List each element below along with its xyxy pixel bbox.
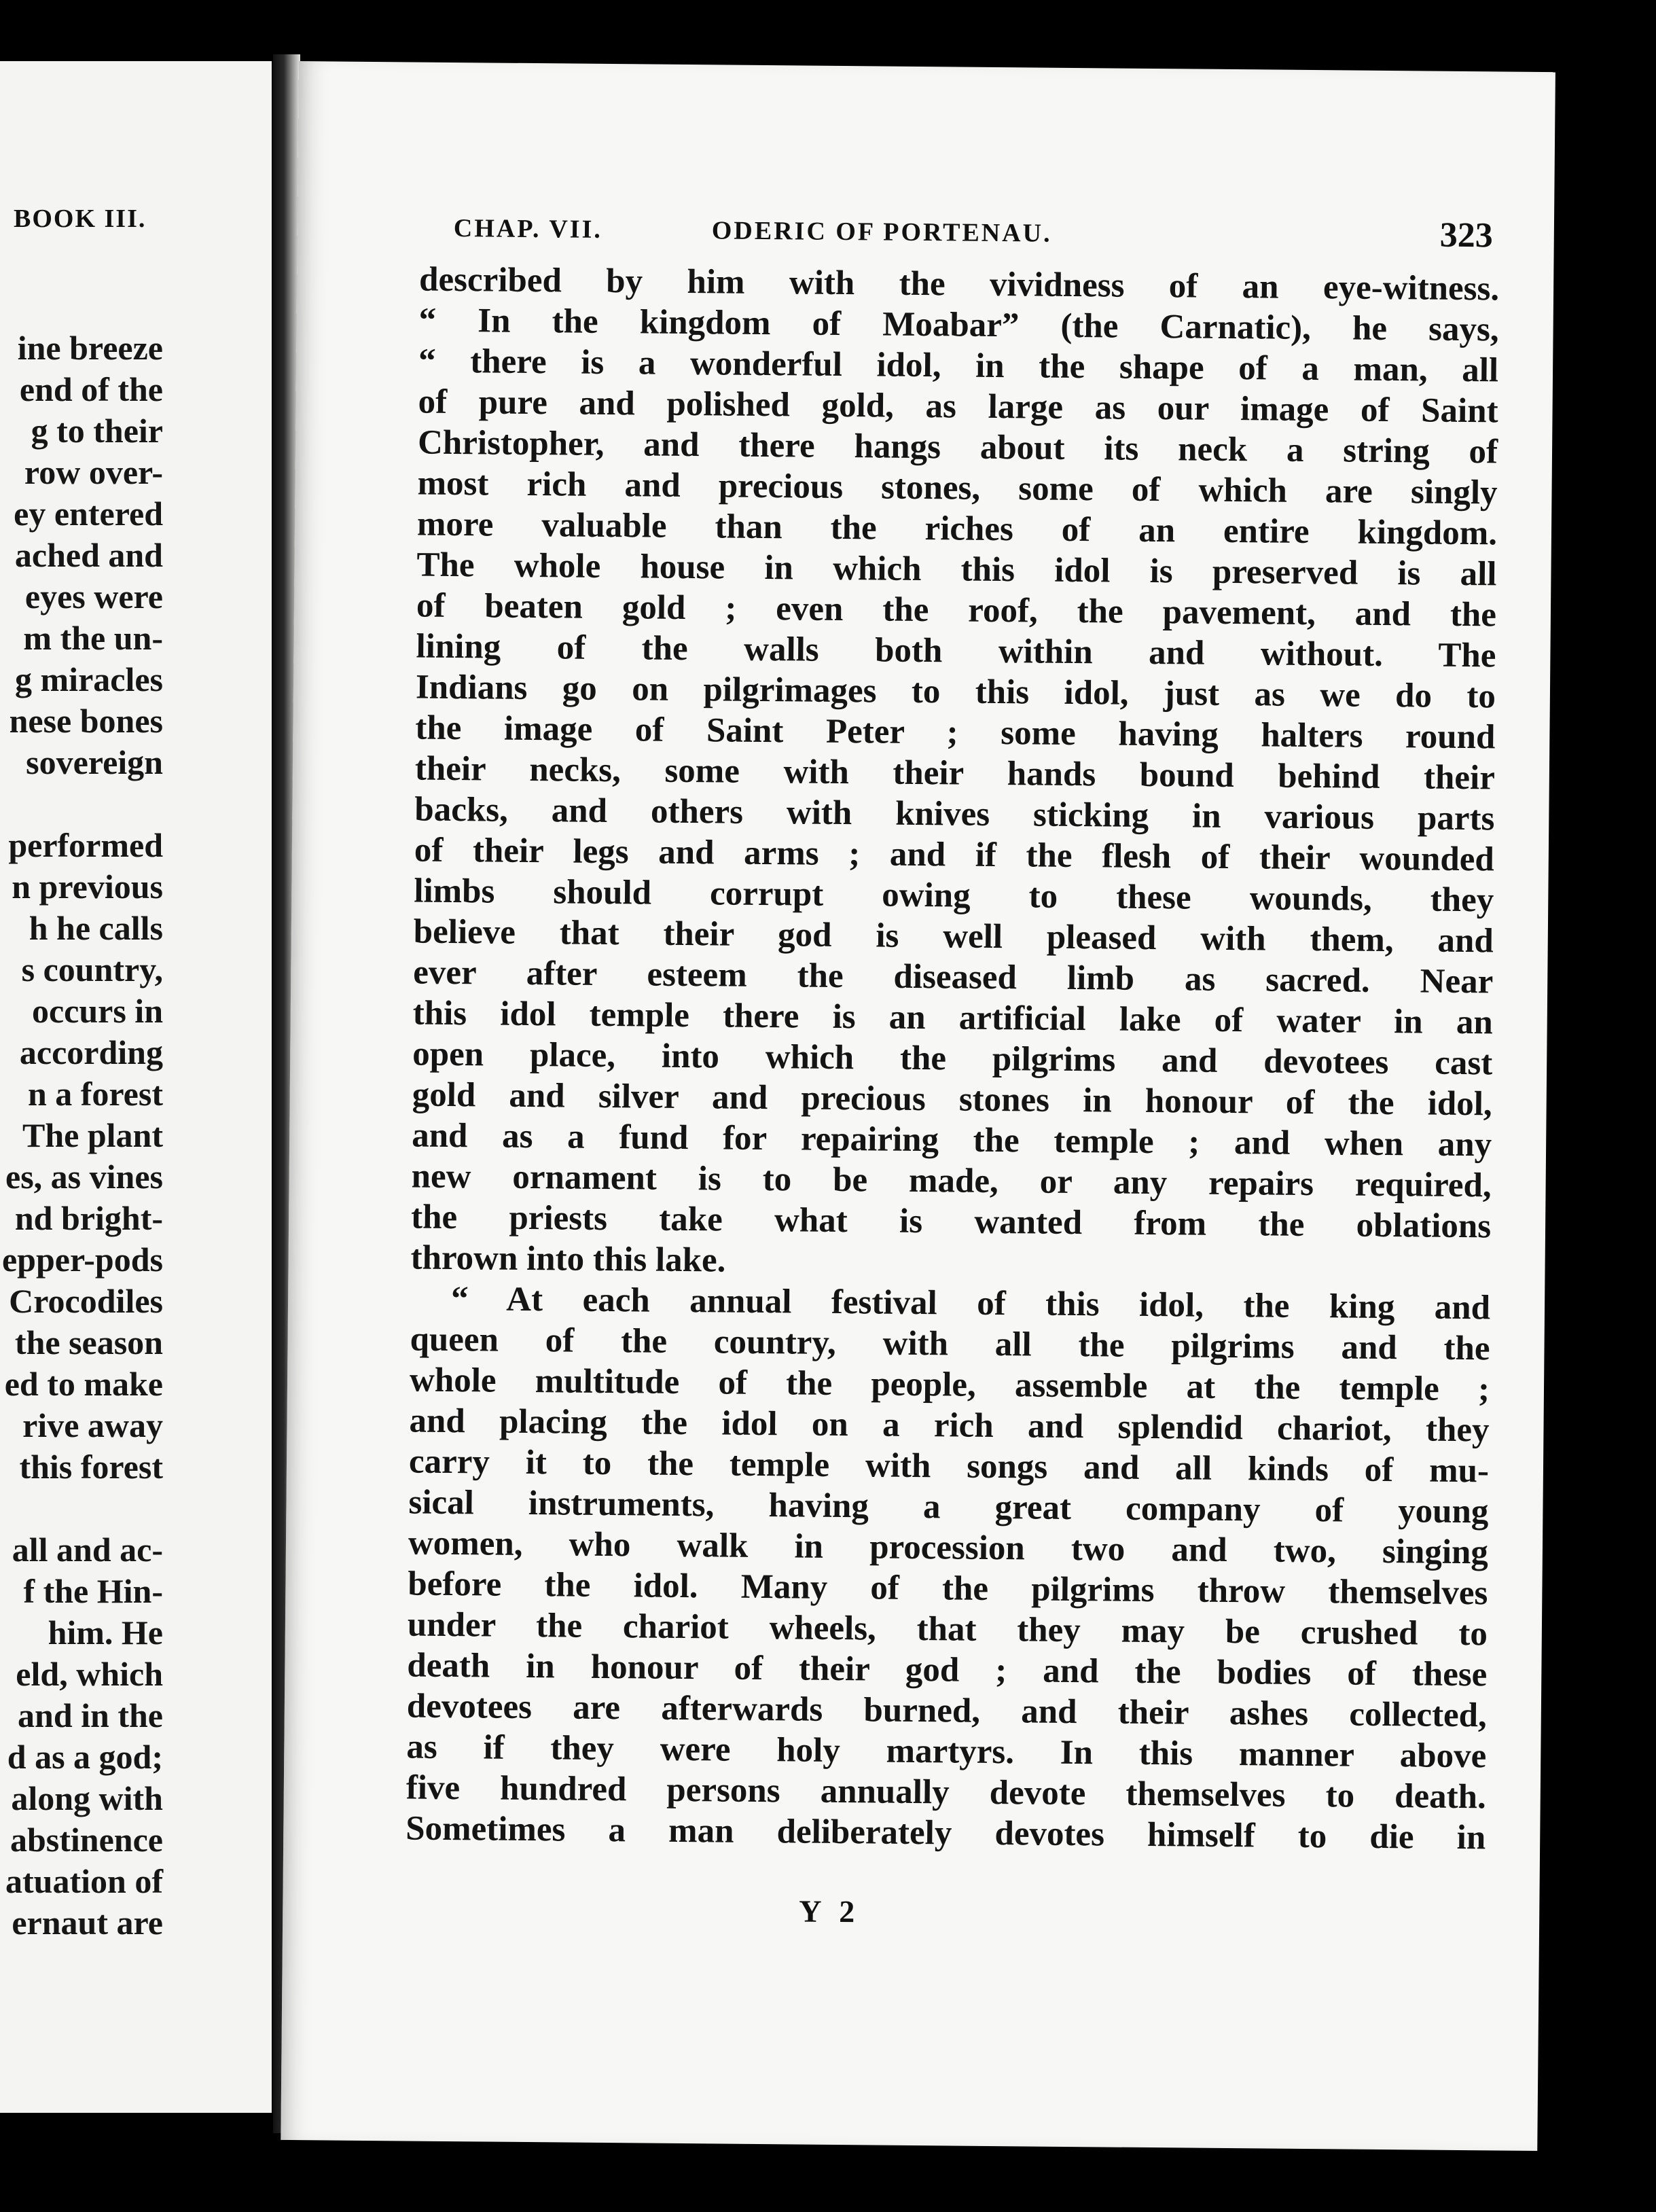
left-text-line: eld, which [16,1655,163,1693]
running-head [454,207,1493,256]
left-text-line: and in the [18,1696,163,1734]
left-text-line: all and ac- [12,1531,163,1569]
left-page [0,61,272,2113]
left-text-line: ey entered [14,495,163,533]
left-text-line: h he calls [29,909,163,947]
text-line: their necks, some with their hands bound behind their [414,749,1496,798]
text-line: “ there is a wonderful idol, in the shape of a man, all [418,342,1499,390]
left-text-line: along with [11,1779,163,1817]
left-text-line: epper-pods [1,1241,163,1279]
text-line: described by him with the vividness of an eye-witness. [418,260,1500,308]
text-line: carry it to the temple with songs and all kinds of mu- [408,1442,1490,1491]
text-line: limbs should corrupt owing to these wounds, they [414,872,1494,920]
text-line: devotees are afterwards burned, and their ashes collected, [406,1687,1488,1735]
text-line: five hundred persons annually devote themselves to death. [406,1768,1487,1817]
left-text-line: nese bones [9,702,163,740]
chapter-label: CHAP. VII. [453,213,603,244]
text-line: thrown into this lake. [410,1238,726,1280]
left-text-line: es, as vines [5,1158,163,1196]
left-text-line: row over- [24,453,163,491]
left-text-line: him. He [48,1613,163,1652]
text-line: of pure and polished gold, as large as our image of Saint [418,382,1498,431]
text-line: lining of the walls both within and without. The [416,627,1496,675]
text-line: believe that their god is well pleased with them, and [413,912,1494,961]
left-text-line: n previous [12,868,163,906]
left-text-line: f the Hin- [23,1572,163,1610]
left-text-line: ached and [14,536,163,574]
text-line: women, who walk in procession two and two, singing [408,1524,1489,1572]
text-line: of beaten gold ; even the roof, the pavement, and the [416,586,1497,635]
text-line: of their legs and arms ; and if the flesh of their wounded [414,831,1495,879]
left-text-line: atuation of [5,1862,163,1900]
text-line: Indians go on pilgrimages to this idol, just as we do to [415,668,1496,716]
text-line: before the idol. Many of the pilgrims throw themselves [408,1565,1488,1613]
text-line: more valuable than the riches of an entire kingdom. [416,505,1498,553]
left-text-line: nd bright- [14,1199,163,1237]
left-text-line: occurs in [31,992,163,1030]
left-text-line: this forest [19,1448,163,1486]
left-text-line: according [19,1033,163,1071]
left-text-line: The plant [22,1116,163,1154]
text-line: as if they were holy martyrs. In this manner above [406,1728,1487,1776]
signature-mark: Y 2 [799,1893,861,1929]
left-text-line: s country, [21,950,163,988]
text-line: backs, and others with knives sticking in various parts [414,790,1495,838]
left-text-line: eyes were [24,577,163,616]
text-line: sical instruments, having a great company of young [408,1483,1489,1531]
text-line: under the chariot wheels, that they may be crushed to [407,1605,1488,1654]
text-line: open place, into which the pilgrims and devotees cast [412,1035,1493,1083]
left-text-line: end of the [19,370,163,408]
body-text [406,260,1499,1859]
text-line: Christopher, and there hangs about its neck a string of [417,423,1498,471]
left-text-line: g to their [31,412,163,450]
text-line: whole multitude of the people, assemble at the temple ; [409,1361,1490,1409]
text-line: ever after esteem the diseased limb as sacred. Near [413,953,1494,1001]
left-text-line: d as a god; [7,1738,163,1776]
left-text-line [0,783,163,825]
text-line: “ In the kingdom of Moabar” (the Carnatic), he says, [418,301,1499,349]
text-line: and placing the idol on a rich and splendid chariot, they [409,1402,1490,1450]
text-line: death in honour of their god ; and the bodies of these [407,1646,1488,1694]
left-running-head: BOOK III. [14,204,147,233]
left-text-line: m the un- [23,619,163,657]
left-text-line: g miracles [15,660,163,698]
left-text-line: ernaut are [12,1904,163,1942]
running-title: ODERIC OF PORTENAU. [711,216,1052,248]
left-text-line: Crocodiles [9,1282,163,1320]
left-text-line [0,1488,163,1529]
text-line: gold and silver and precious stones in honour of the idol, [412,1075,1492,1124]
page-number: 323 [1439,215,1494,255]
text-line: The whole house in which this idol is preserved is all [416,546,1497,594]
text-line: and as a fund for repairing the temple ; and when any [411,1116,1492,1164]
left-text-line: rive away [22,1406,163,1444]
left-text-line: ed to make [4,1365,163,1403]
left-text-line: the season [14,1323,163,1361]
text-line: queen of the country, with all the pilgrims and the [410,1320,1490,1368]
text-line: the image of Saint Peter ; some having halters round [415,709,1496,757]
text-line: Sometimes a man deliberately devotes himself to die in [406,1809,1486,1857]
left-text-line: abstinence [10,1821,163,1859]
left-text-line: sovereign [26,743,163,781]
left-page-text [0,327,163,1944]
right-page [281,61,1555,2151]
text-line: “ At each annual festival of this idol, the king and [450,1280,1491,1327]
text-line: new ornament is to be made, or any repairs required, [411,1157,1492,1205]
text-line: the priests take what is wanted from the oblations [410,1198,1492,1246]
text-line: this idol temple there is an artificial lake of water in an [412,994,1493,1042]
text-line: most rich and precious stones, some of which are singly [417,464,1498,512]
left-text-line: ine breeze [17,329,163,367]
left-text-line: performed [8,826,163,864]
left-text-line: n a forest [27,1075,163,1113]
